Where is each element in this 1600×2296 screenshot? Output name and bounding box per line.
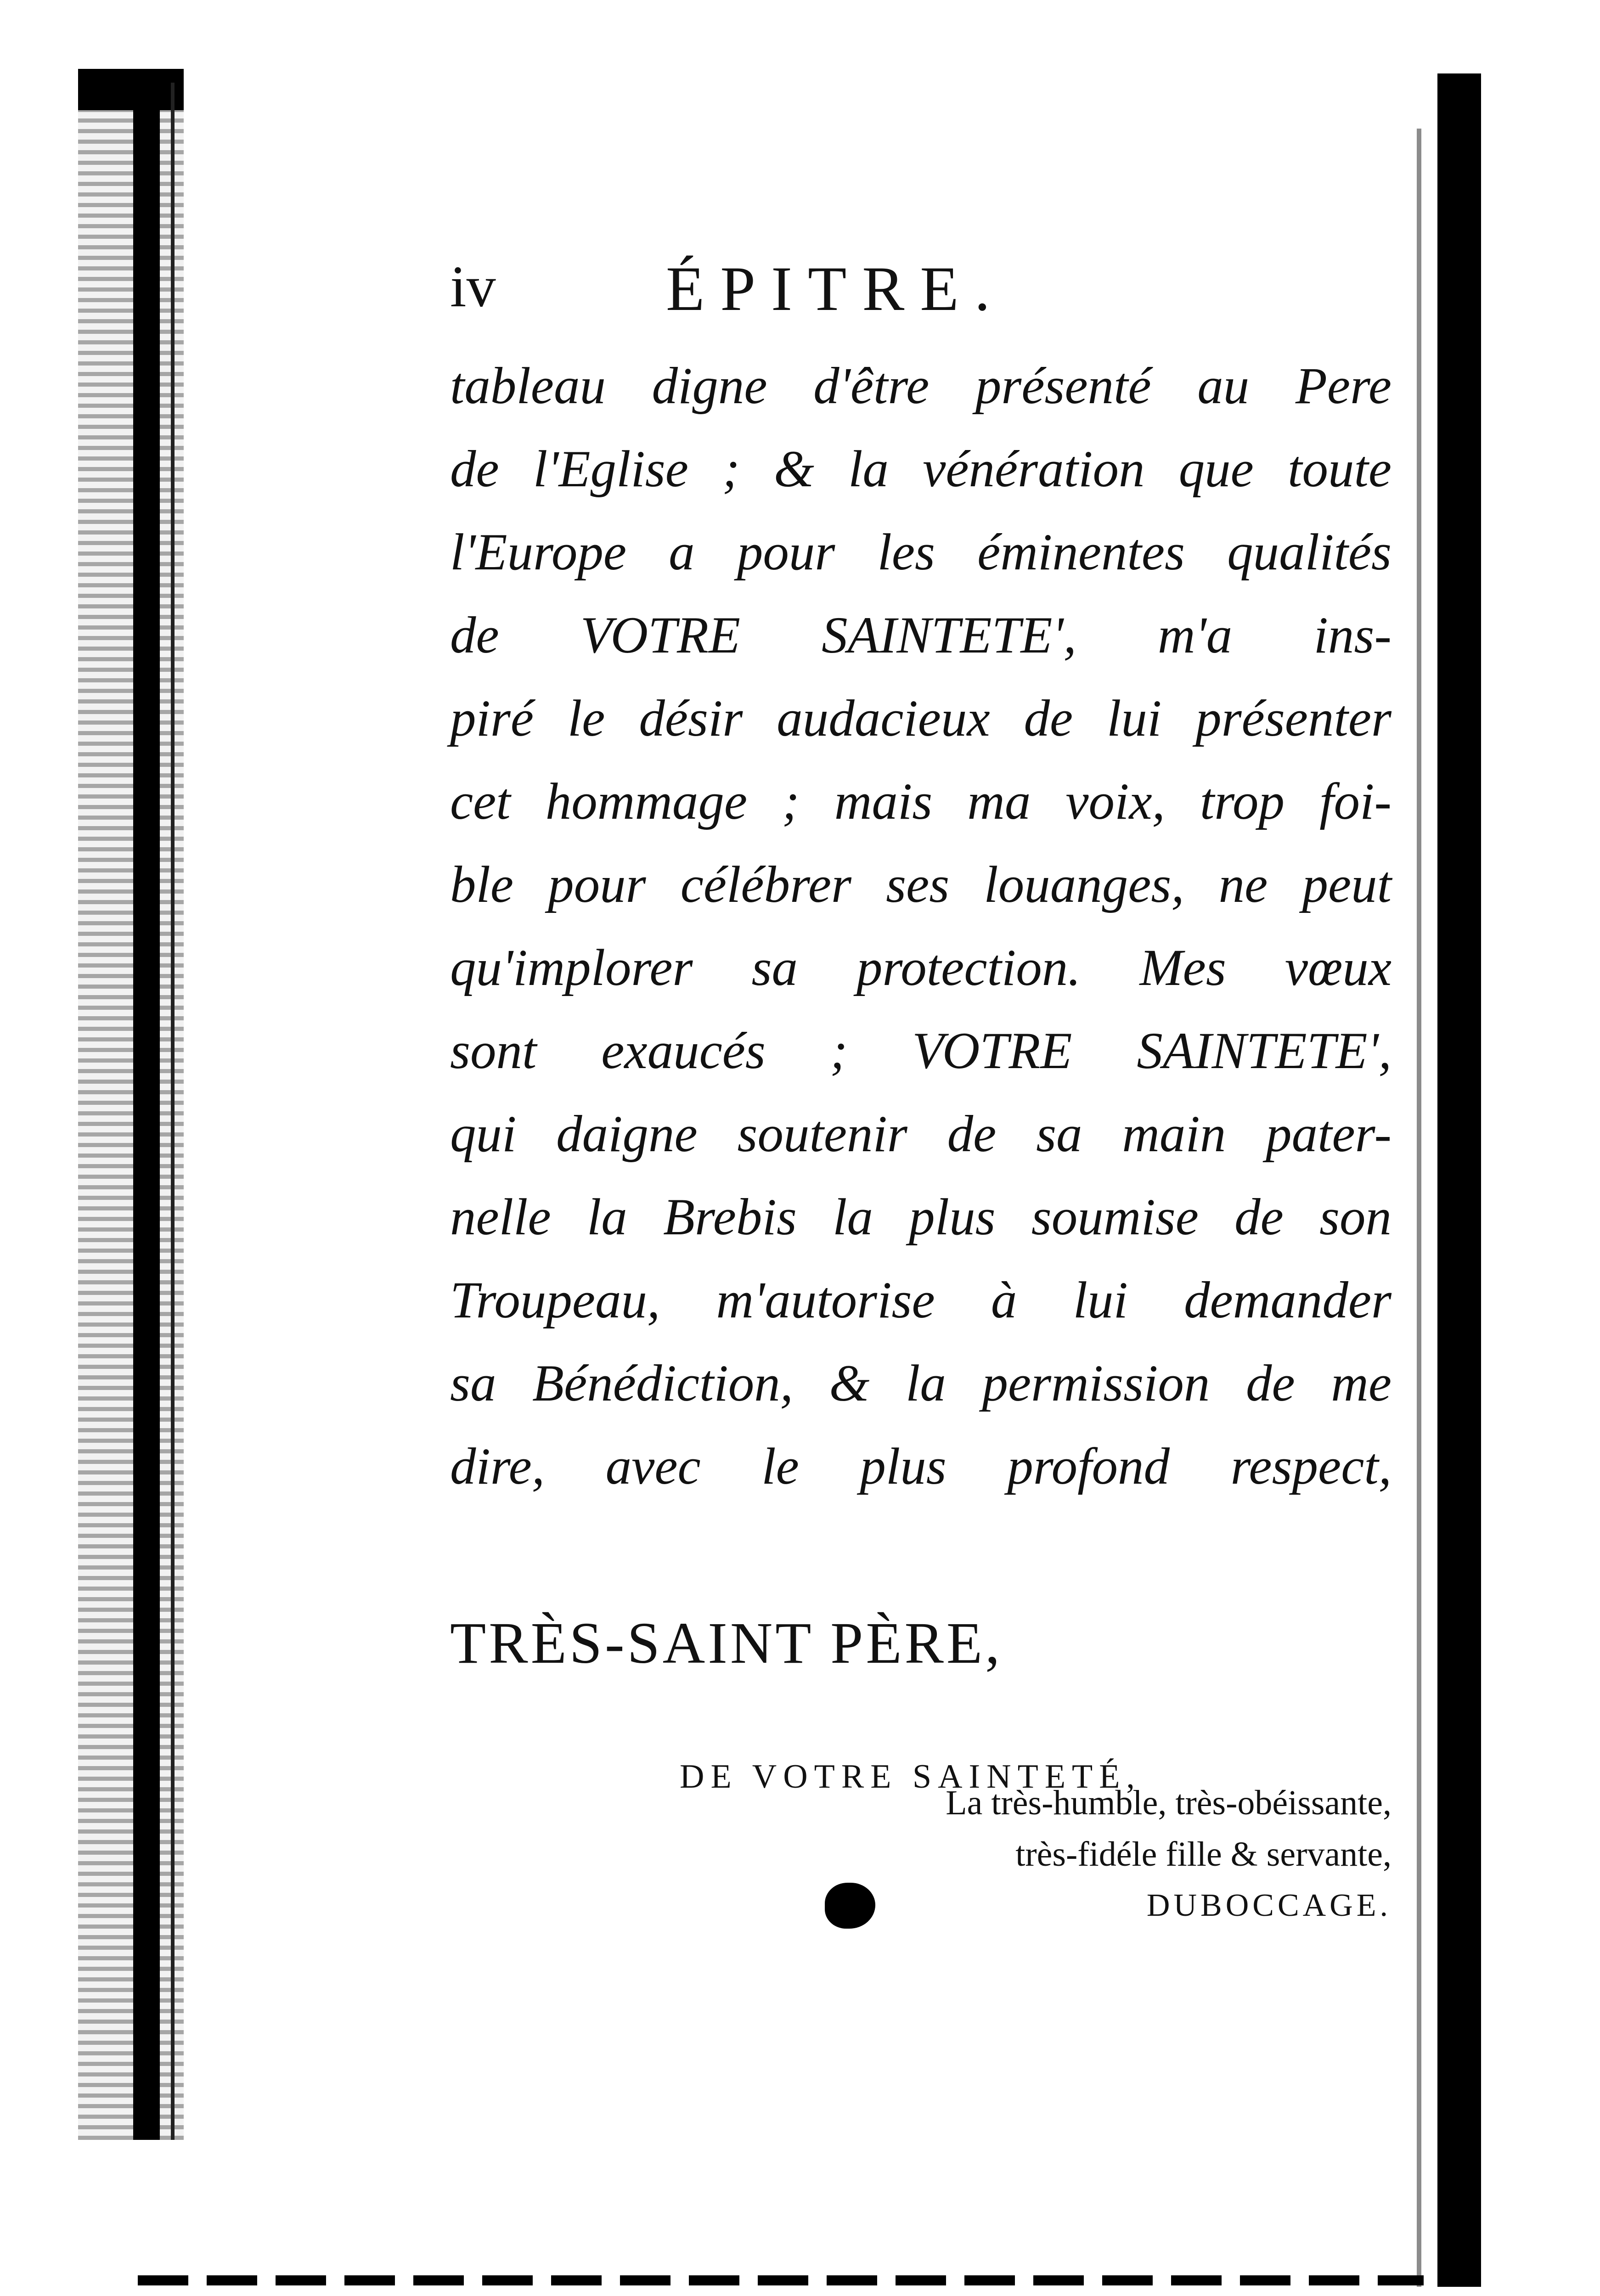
signature-block bbox=[946, 1777, 1392, 1931]
body-line: tableau digne d'être présenté au Pere bbox=[450, 357, 1392, 415]
body-line: sa Bénédiction, & la permission de me bbox=[450, 1355, 1392, 1412]
page-number: iv bbox=[450, 254, 496, 319]
page-header bbox=[450, 248, 1392, 340]
body-line: piré le désir audacieux de lui présenter bbox=[450, 690, 1392, 747]
signature-line-1: La très-humble, très-obéissante, bbox=[946, 1784, 1392, 1822]
body-line: l'Europe a pour les éminentes qualités bbox=[450, 523, 1392, 581]
body-line: de VOTRE SAINTETE', m'a ins- bbox=[450, 607, 1392, 664]
signature-line-2: très-fidéle fille & servante, bbox=[1015, 1835, 1392, 1874]
scan-edge-right bbox=[1437, 73, 1481, 2287]
scan-edge-left-bar bbox=[133, 83, 160, 2140]
ink-blot bbox=[825, 1883, 875, 1929]
body-line: qui daigne soutenir de sa main pater- bbox=[450, 1105, 1392, 1163]
body-line: nelle la Brebis la plus soumise de son bbox=[450, 1188, 1392, 1246]
closing-of-your-holiness: DE VOTRE SAINTETÉ, bbox=[680, 1758, 1141, 1795]
body-line: Troupeau, m'autorise à lui demander bbox=[450, 1272, 1392, 1329]
body-line: sont exaucés ; VOTRE SAINTETE', bbox=[450, 1022, 1392, 1080]
body-line: cet hommage ; mais ma voix, trop foi- bbox=[450, 773, 1392, 830]
scan-edge-bottom bbox=[138, 2275, 1424, 2285]
body-line: dire, avec le plus profond respect, bbox=[450, 1438, 1392, 1495]
salutation: TRÈS-SAINT PÈRE, bbox=[450, 1610, 1003, 1676]
body-line: de l'Eglise ; & la vénération que toute bbox=[450, 440, 1392, 498]
scan-edge-left-top bbox=[78, 69, 184, 110]
body-line: qu'implorer sa protection. Mes vœux bbox=[450, 939, 1392, 996]
body-line: ble pour célébrer ses louanges, ne peut bbox=[450, 856, 1392, 913]
book-page bbox=[450, 248, 1392, 1923]
running-title: ÉPITRE. bbox=[666, 253, 1006, 324]
signature-name: DUBOCCAGE. bbox=[1146, 1888, 1392, 1923]
scan-edge-left-rule bbox=[171, 83, 175, 2140]
body-text bbox=[450, 344, 1392, 1508]
scan-edge-left bbox=[78, 73, 184, 2140]
scan-edge-right-inner bbox=[1417, 129, 1421, 2287]
